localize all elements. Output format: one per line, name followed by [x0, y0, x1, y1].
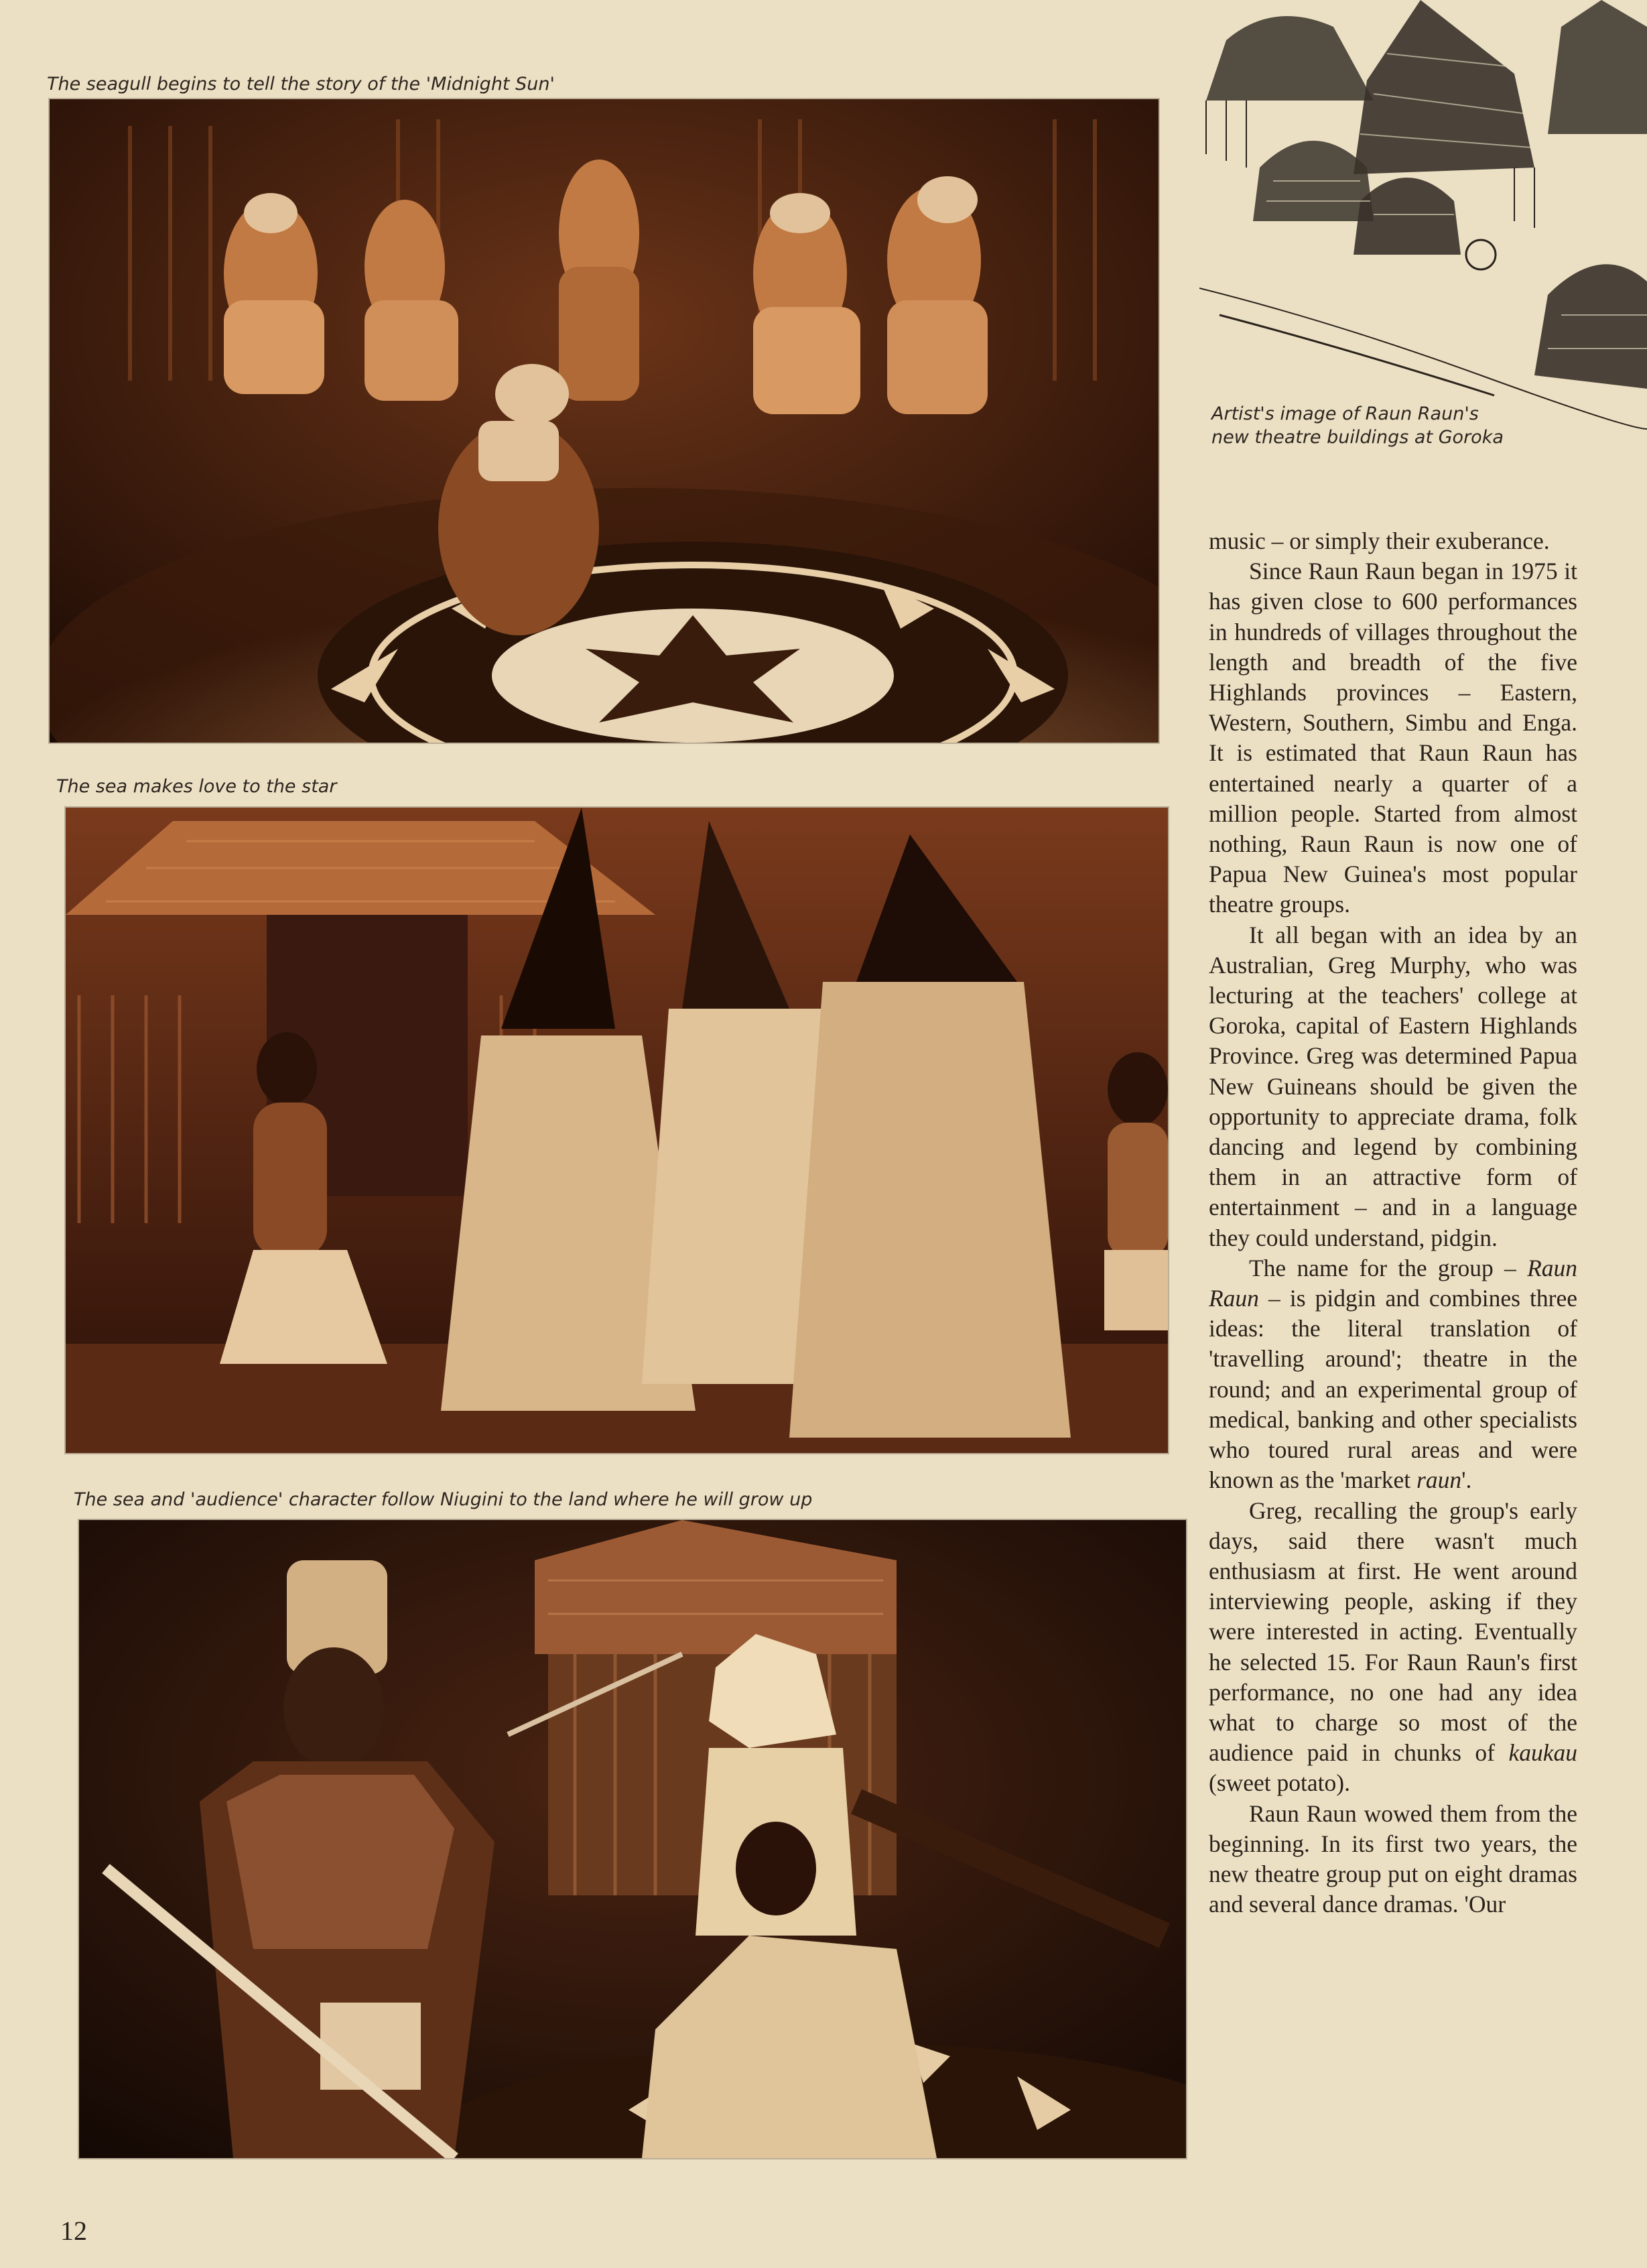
text-run: – is pidgin and combines three ideas: the literal translation of 'travelling around'; theatre in the round; and an experimental group of medical, banking and other specialists who toured rural areas and were known as the 'market [1209, 1285, 1577, 1494]
italic-term: kaukau [1508, 1739, 1577, 1767]
photo-caption-niugini: The sea and 'audience' character follow Niugini to the land where he will grow up [74, 1489, 813, 1510]
text-run: It all began with an idea by an Australian, Greg Murphy, who was lecturing at the teachers' college at Goroka, capital of Eastern Highlands Province. Greg was determined Papua New Guineans should be given the opportunity to appreciate drama, folk dancing and legend by combining them in an attractive form of entertainment – and in a language they could understand, pidgin. [1209, 921, 1577, 1251]
italic-term: raun [1417, 1466, 1462, 1494]
photo-sea-audience-niugini [79, 1520, 1186, 2158]
text-run: music – or simply their exuberance. [1209, 527, 1550, 554]
photo-sea-loves-star [66, 808, 1168, 1453]
text-run: (sweet potato). [1209, 1769, 1350, 1797]
article-paragraph [1209, 1496, 1577, 1799]
article-paragraph [1209, 920, 1577, 1253]
text-run: Greg, recalling the group's early days, said there wasn't much enthusiasm at first. He went around interviewing people, asking if they were interested in acting. Eventually he selected 15. For Raun Raun's first performance, no one had any idea what to charge so most of the audience paid in chunks of [1209, 1497, 1577, 1767]
page-number: 12 [60, 2216, 87, 2246]
article-paragraph [1209, 556, 1577, 920]
photo-seagull-midnight-sun [50, 99, 1159, 743]
article-paragraph [1209, 1799, 1577, 1920]
sketch-caption-line-2: new theatre buildings at Goroka [1211, 427, 1504, 448]
text-run: Since Raun Raun began in 1975 it has given close to 600 performances in hundreds of villages throughout the length and breadth of the five Highlands provinces – Eastern, Western, Southern, Simbu and Enga. It is estimated that Raun Raun has entertained nearly a quarter of a million people. Started from almost nothing, Raun Raun is now one of Papua New Guinea's most popular theatre groups. [1209, 558, 1577, 918]
italic-term: Raun Raun [1209, 1254, 1577, 1312]
article-paragraph [1209, 526, 1577, 556]
photo-caption-sea-star: The sea makes love to the star [56, 776, 337, 797]
sketch-theatre-buildings [1199, 0, 1647, 469]
text-run: '. [1461, 1466, 1472, 1494]
photo-caption-seagull: The seagull begins to tell the story of the 'Midnight Sun' [47, 74, 555, 94]
text-run: Raun Raun wowed them from the beginning. In its first two years, the new theatre group put on eight dramas and several dance dramas. 'Our [1209, 1800, 1577, 1918]
article-paragraph [1209, 1253, 1577, 1496]
text-run: The name for the group – [1249, 1254, 1528, 1281]
article-body [1209, 526, 1577, 1919]
sketch-caption-line-1: Artist's image of Raun Raun's [1211, 403, 1479, 424]
